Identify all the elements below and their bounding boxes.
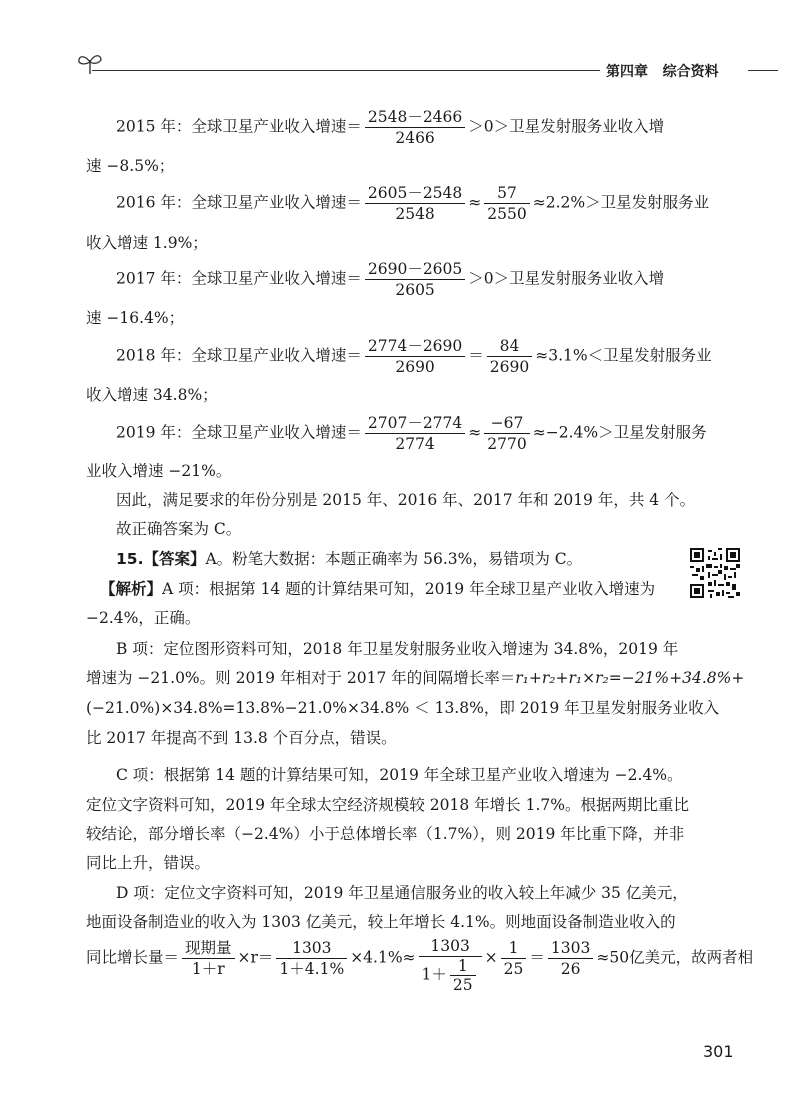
line-2016: 2016 年：全球卫星产业收入增速＝ $\frac{2605-2548}{2548}$ ≈ $\frac{57}{2550}$ ≈2.2%＞卫星发射服务业 xyxy=(116,184,710,223)
line-2017-cont: 速 −16.4%； xyxy=(86,309,185,327)
answer-line: 故正确答案为 C。 xyxy=(116,520,242,538)
line-2015: 2015 年：全球卫星产业收入增速＝ $\frac{2548-2466}{2466}$ ＞0＞卫星发射服务业收入增 xyxy=(116,108,665,147)
line-2015-cont: 速 −8.5%； xyxy=(86,157,175,175)
fraction: $\frac{\text{现期量}}{1+r}$ xyxy=(182,938,235,979)
analysis-b-1: B 项：定位图形资料可知，2018 年卫星发射服务业收入增速为 34.8%，2019 年 xyxy=(116,640,679,658)
line-2019-cont: 业收入增速 −21%。 xyxy=(86,462,232,480)
q15-answer: 15.【答案】A。粉笔大数据：本题正确率为 56.3%，易错项为 C。 xyxy=(116,550,583,568)
analysis-b-3: (−21.0%)×34.8%=13.8%−21.0%×34.8% ＜ 13.8%，即 2019 年卫星发射服务业收入 xyxy=(86,699,720,717)
fraction: $\frac{2774-2690}{2690}$ xyxy=(365,336,465,377)
fraction: $\frac{1303}{26}$ xyxy=(548,938,593,979)
interval-growth-formula: r₁+r₂+r₁×r₂=−21%+34.8%+ xyxy=(515,669,745,687)
sprout-icon xyxy=(76,50,104,76)
chapter-title: 第四章 综合资料 xyxy=(606,64,719,80)
header-rule xyxy=(92,70,600,71)
line-2017: 2017 年：全球卫星产业收入增速＝ $\frac{2690-2605}{2605}$ ＞0＞卫星发射服务业收入增 xyxy=(116,260,665,299)
conclusion: 因此，满足要求的年份分别是 2015 年、2016 年、2017 年和 2019 年，共 4 个。 xyxy=(116,491,696,509)
qr-code-icon xyxy=(690,548,740,598)
fraction: $\frac{2605-2548}{2548}$ xyxy=(365,183,465,224)
line-2018: 2018 年：全球卫星产业收入增速＝ $\frac{2774-2690}{2690}$ ＝ $\frac{84}{2690}$ ≈3.1%＜卫星发射服务业 xyxy=(116,337,712,376)
fraction: 1303 1＋ $\frac{1}{25}$ xyxy=(419,936,482,994)
header-rule-tail xyxy=(748,70,778,71)
analysis-a-cont: −2.4%，正确。 xyxy=(86,609,201,627)
analysis-b-4: 比 2017 年提高不到 13.8 个百分点，错误。 xyxy=(86,729,397,747)
analysis-d-3: 同比增长量＝ $\frac{\text{现期量}}{1+r}$ ×r＝ $\frac{1303}{1+4.1\%}$ ×4.1%≈ 1303 1＋ $\frac{1}{25}$ × $\frac{1}{25}$ ＝ $\frac{1303}{26}$ ≈50亿美元，故两者相 xyxy=(86,937,754,994)
fraction: $\frac{2690-2605}{2605}$ xyxy=(365,259,465,300)
fraction: $\frac{57}{2550}$ xyxy=(484,183,529,224)
analysis-c-4: 同比上升，错误。 xyxy=(86,854,211,872)
fraction: $\frac{2548-2466}{2466}$ xyxy=(365,107,465,148)
line-2016-cont: 收入增速 1.9%； xyxy=(86,234,208,252)
fraction: $\frac{2707-2774}{2774}$ xyxy=(365,413,465,454)
analysis-c-2: 定位文字资料可知，2019 年全球太空经济规模较 2018 年增长 1.7%。根据两期比重比 xyxy=(86,796,689,814)
line-2018-cont: 收入增速 34.8%； xyxy=(86,386,218,404)
line-2019: 2019 年：全球卫星产业收入增速＝ $\frac{2707-2774}{2774}$ ≈ $\frac{-67}{2770}$ ≈−2.4%＞卫星发射服务 xyxy=(116,414,707,453)
page-number: 301 xyxy=(703,1042,734,1061)
fraction: $\frac{1}{25}$ xyxy=(501,938,527,979)
analysis-c-1: C 项：根据第 14 题的计算结果可知，2019 年全球卫星产业收入增速为 −2.4%。 xyxy=(116,766,683,784)
fraction: $\frac{84}{2690}$ xyxy=(487,336,532,377)
analysis-a: 【解析】A 项：根据第 14 题的计算结果可知，2019 年全球卫星产业收入增速为 xyxy=(100,580,656,598)
fraction: $\frac{-67}{2770}$ xyxy=(484,413,529,454)
analysis-b-2: 增速为 −21.0%。则 2019 年相对于 2017 年的间隔增长率＝r₁+r₂+r₁×r₂=−21%+34.8%+ xyxy=(86,669,745,687)
analysis-c-3: 较结论，部分增长率（−2.4%）小于总体增长率（1.7%），则 2019 年比重下降，并非 xyxy=(86,825,685,843)
fraction: $\frac{1303}{1+4.1\%}$ xyxy=(276,938,347,979)
analysis-d-2: 地面设备制造业的收入为 1303 亿美元，较上年增长 4.1%。则地面设备制造业收入的 xyxy=(86,913,676,931)
fraction: $\frac{1}{25}$ xyxy=(450,957,476,994)
analysis-d-1: D 项：定位文字资料可知，2019 年卫星通信服务业的收入较上年减少 35 亿美元， xyxy=(116,884,688,902)
